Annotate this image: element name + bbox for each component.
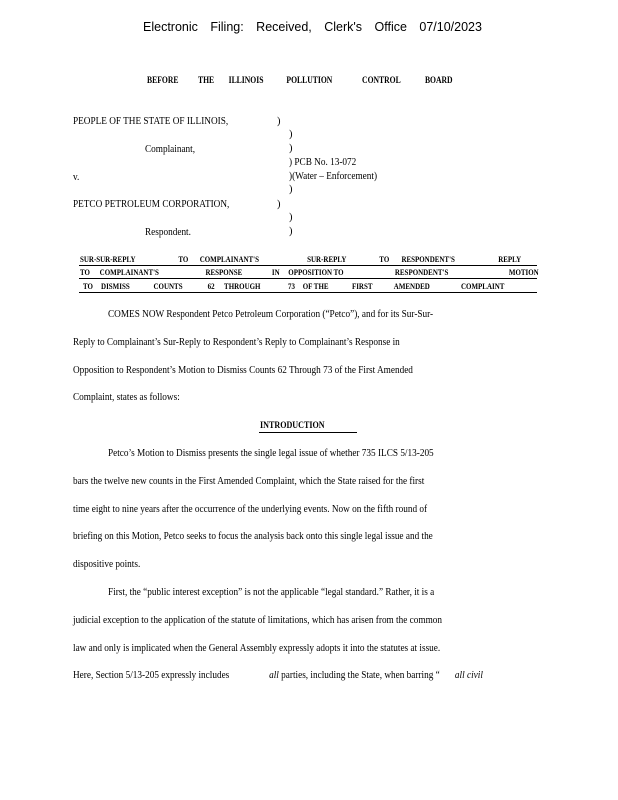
plaintiff-name: PEOPLE OF THE STATE OF ILLINOIS, <box>73 116 229 127</box>
text-run: parties, including the State, when barring “ <box>281 670 440 681</box>
paragraph-line: COMES NOW Respondent Petco Petroleum Corporation (“Petco”), and for its Sur-Sur- <box>108 309 434 320</box>
title-word: AMENDED <box>393 281 430 291</box>
paragraph-line: bars the twelve new counts in the First Amended Complaint, which the State raised for the first <box>73 476 425 487</box>
title-word: COMPLAINANT'S <box>99 267 159 277</box>
title-word: COUNTS <box>153 281 183 291</box>
title-rule <box>79 278 537 279</box>
paragraph-line: judicial exception to the application of the statute of limitations, which has arisen from the common <box>73 615 442 626</box>
board-word: ILLINOIS <box>228 75 264 85</box>
caption-paren: ) <box>277 116 281 127</box>
title-word: SUR-REPLY <box>307 254 347 264</box>
title-word: TO <box>379 254 390 264</box>
title-word: OF THE <box>302 281 329 291</box>
title-word: COMPLAINT <box>461 281 505 291</box>
title-rule <box>79 292 537 293</box>
versus: v. <box>73 172 80 183</box>
paragraph-line: time eight to nine years after the occurrence of the underlying events. Now on the fifth round of <box>73 504 428 515</box>
emphasis-run: all civil <box>454 670 483 681</box>
caption-paren: ) <box>277 199 281 210</box>
paragraph-line: First, the “public interest exception” is not the applicable “legal standard.” Rather, it is a <box>108 587 435 598</box>
section-heading-underline <box>259 432 357 433</box>
paragraph-line: law and only is implicated when the General Assembly expressly adopts it into the statutes at issue. <box>73 643 441 654</box>
title-word: 73 <box>288 281 295 291</box>
title-word: RESPONDENT'S <box>394 267 449 277</box>
board-word: BEFORE <box>147 75 179 85</box>
title-word: RESPONDENT'S <box>401 254 455 264</box>
board-word: POLLUTION <box>286 75 333 85</box>
caption-paren: ) <box>289 212 293 223</box>
paragraph-line: dispositive points. <box>73 559 141 570</box>
title-word: OPPOSITION TO <box>288 267 344 277</box>
paragraph-line: Complaint, states as follows: <box>73 392 180 403</box>
title-word: FIRST <box>351 281 373 291</box>
board-word: CONTROL <box>362 75 401 85</box>
caption-paren: ) <box>289 226 293 237</box>
title-word: DISMISS <box>101 281 130 291</box>
defendant-role: Respondent. <box>145 227 191 238</box>
title-word: TO <box>83 281 93 291</box>
title-word: TO <box>80 267 90 277</box>
title-word: IN <box>271 267 280 277</box>
defendant-name: PETCO PETROLEUM CORPORATION, <box>73 199 230 210</box>
paragraph-line: Petco’s Motion to Dismiss presents the single legal issue of whether 735 ILCS 5/13-205 <box>108 448 434 459</box>
filing-stamp: Electronic Filing: Received, Clerk's Office 07/10/2023 <box>143 20 482 34</box>
paragraph-line-last <box>73 670 483 681</box>
case-type: )(Water – Enforcement) <box>289 171 378 182</box>
caption-paren: ) <box>289 184 293 195</box>
paragraph-line: briefing on this Motion, Petco seeks to focus the analysis back onto this single legal issue and the <box>73 531 433 542</box>
title-word: 62 <box>207 281 215 291</box>
section-heading: INTRODUCTION <box>260 421 325 431</box>
caption-paren: ) <box>289 143 293 154</box>
emphasis-run: all <box>269 670 279 681</box>
title-rule <box>79 265 537 266</box>
caption-paren: ) <box>289 129 293 140</box>
title-word: THROUGH <box>224 281 261 291</box>
title-word: COMPLAINANT'S <box>199 254 259 264</box>
paragraph-line: Opposition to Respondent’s Motion to Dismiss Counts 62 Through 73 of the First Amended <box>73 365 413 376</box>
board-word: BOARD <box>424 75 453 85</box>
title-word: RESPONSE <box>205 267 243 277</box>
paragraph-line: Reply to Complainant’s Sur-Reply to Respondent’s Reply to Complainant’s Response in <box>73 337 400 348</box>
case-number: ) PCB No. 13-072 <box>289 157 357 168</box>
title-word: MOTION <box>508 267 539 277</box>
title-word: SUR-SUR-REPLY <box>80 254 136 264</box>
title-word: REPLY <box>498 254 522 264</box>
text-run: Here, Section 5/13-205 expressly includes <box>73 670 230 681</box>
plaintiff-role: Complainant, <box>145 144 196 155</box>
title-word: TO <box>178 254 189 264</box>
board-word: THE <box>198 75 215 85</box>
